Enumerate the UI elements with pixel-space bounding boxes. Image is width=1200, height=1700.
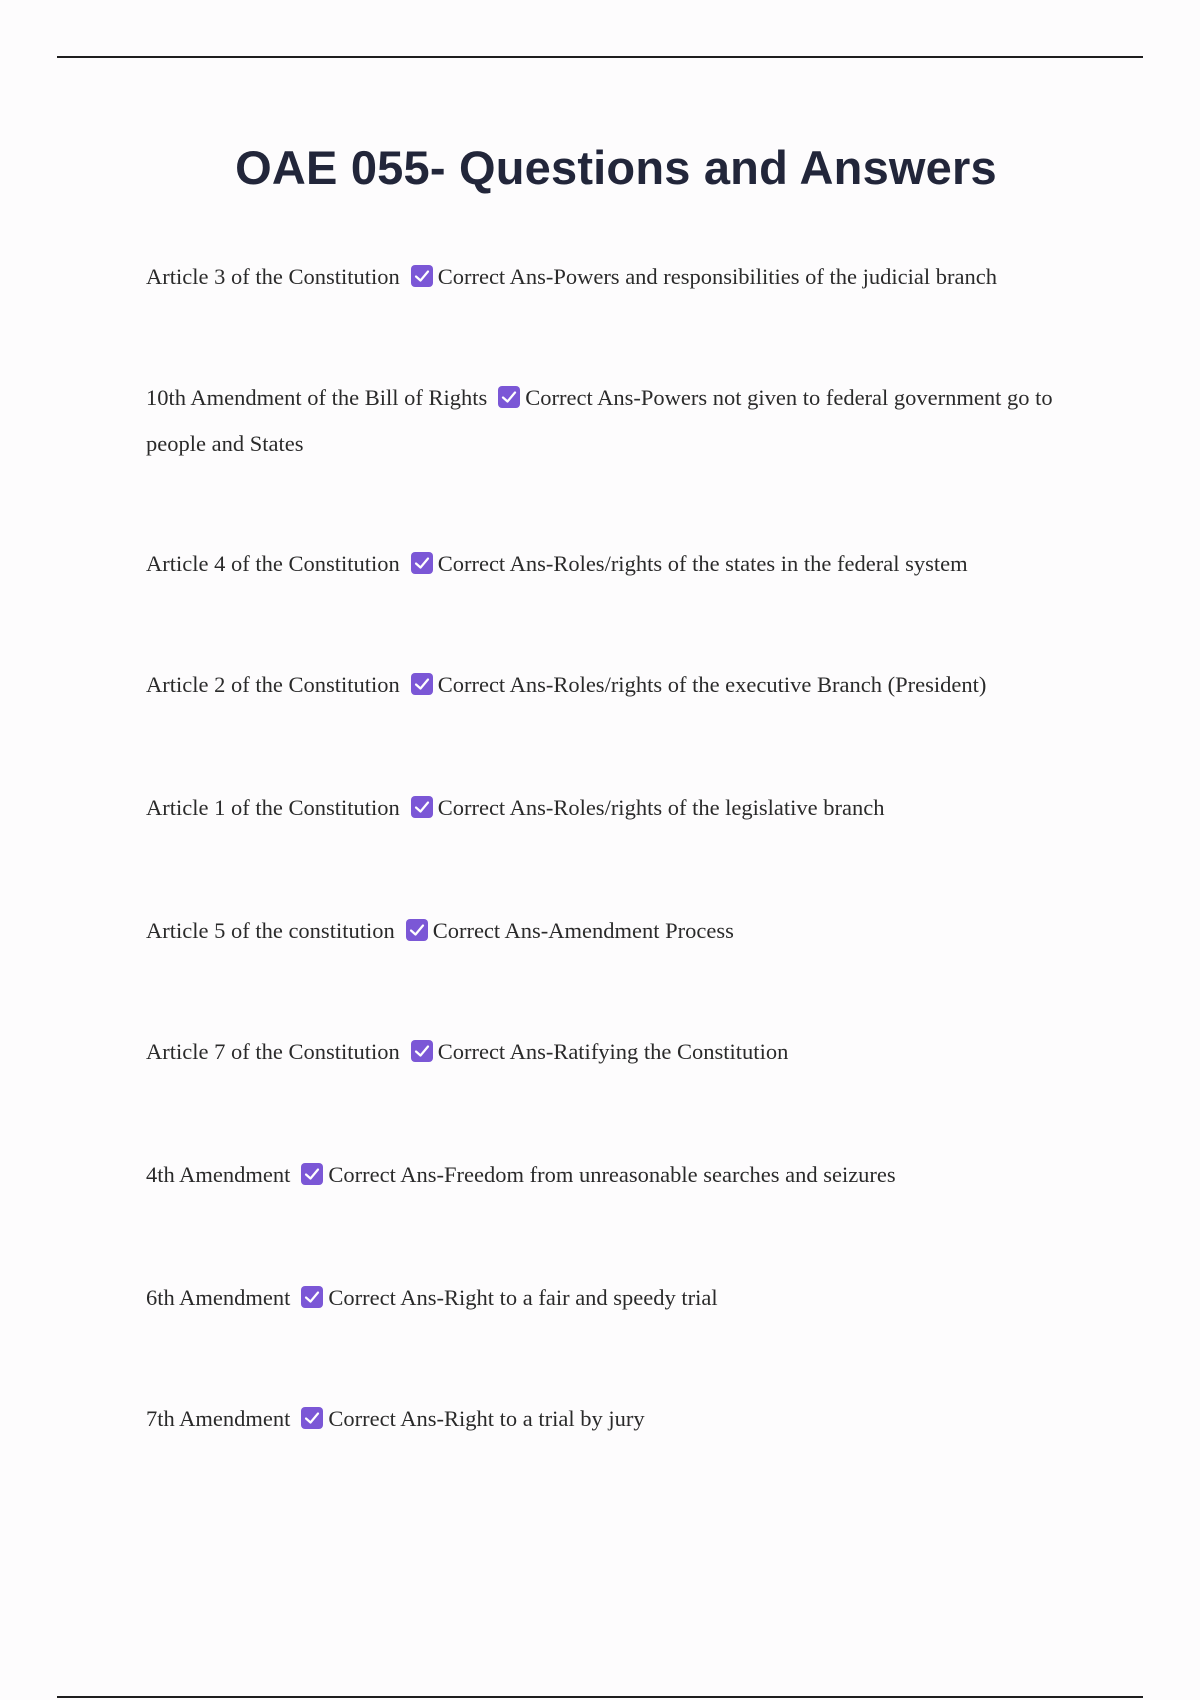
- answer-text: Correct Ans-Powers and responsibilities of the judicial branch: [437, 264, 997, 289]
- answer-text: Correct Ans-Amendment Process: [432, 918, 734, 943]
- answer-text: Correct Ans-Roles/rights of the executive Branch (President): [437, 672, 987, 697]
- question-text: Article 3 of the Constitution: [146, 264, 400, 289]
- answer-text: Correct Ans-Powers not given to federal government go to people and States: [146, 385, 1053, 456]
- check-box-icon: [301, 1286, 323, 1308]
- check-box-icon: [411, 796, 433, 818]
- question-text: 6th Amendment: [146, 1285, 291, 1310]
- bottom-divider: [57, 1696, 1143, 1698]
- question-text: Article 2 of the Constitution: [146, 672, 400, 697]
- question-text: 10th Amendment of the Bill of Rights: [146, 385, 488, 410]
- qa-item: [146, 254, 1086, 300]
- qa-item: [146, 375, 1086, 467]
- question-text: Article 4 of the Constitution: [146, 551, 400, 576]
- qa-item: [146, 541, 1086, 587]
- check-box-icon: [411, 673, 433, 695]
- qa-item: [146, 662, 1086, 708]
- page-title: OAE 055- Questions and Answers: [235, 141, 997, 194]
- check-box-icon: [406, 919, 428, 941]
- answer-text: Correct Ans-Roles/rights of the legislative branch: [437, 795, 885, 820]
- qa-item: [146, 1029, 1086, 1075]
- answer-text: Correct Ans-Roles/rights of the states in the federal system: [437, 551, 968, 576]
- check-box-icon: [411, 265, 433, 287]
- top-divider: [57, 56, 1143, 58]
- question-text: 4th Amendment: [146, 1162, 291, 1187]
- check-box-icon: [411, 552, 433, 574]
- qa-item: [146, 908, 1086, 954]
- qa-item: [146, 1275, 1086, 1321]
- answer-text: Correct Ans-Ratifying the Constitution: [437, 1039, 789, 1064]
- qa-item: [146, 785, 1086, 831]
- question-text: 7th Amendment: [146, 1406, 291, 1431]
- answer-text: Correct Ans-Right to a fair and speedy trial: [328, 1285, 718, 1310]
- qa-item: [146, 1152, 1086, 1198]
- answer-text: Correct Ans-Freedom from unreasonable searches and seizures: [328, 1162, 896, 1187]
- question-text: Article 1 of the Constitution: [146, 795, 400, 820]
- check-box-icon: [301, 1407, 323, 1429]
- check-box-icon: [411, 1040, 433, 1062]
- question-text: Article 7 of the Constitution: [146, 1039, 400, 1064]
- qa-item: [146, 1396, 1086, 1442]
- answer-text: Correct Ans-Right to a trial by jury: [328, 1406, 645, 1431]
- check-box-icon: [498, 386, 520, 408]
- check-box-icon: [301, 1163, 323, 1185]
- question-text: Article 5 of the constitution: [146, 918, 395, 943]
